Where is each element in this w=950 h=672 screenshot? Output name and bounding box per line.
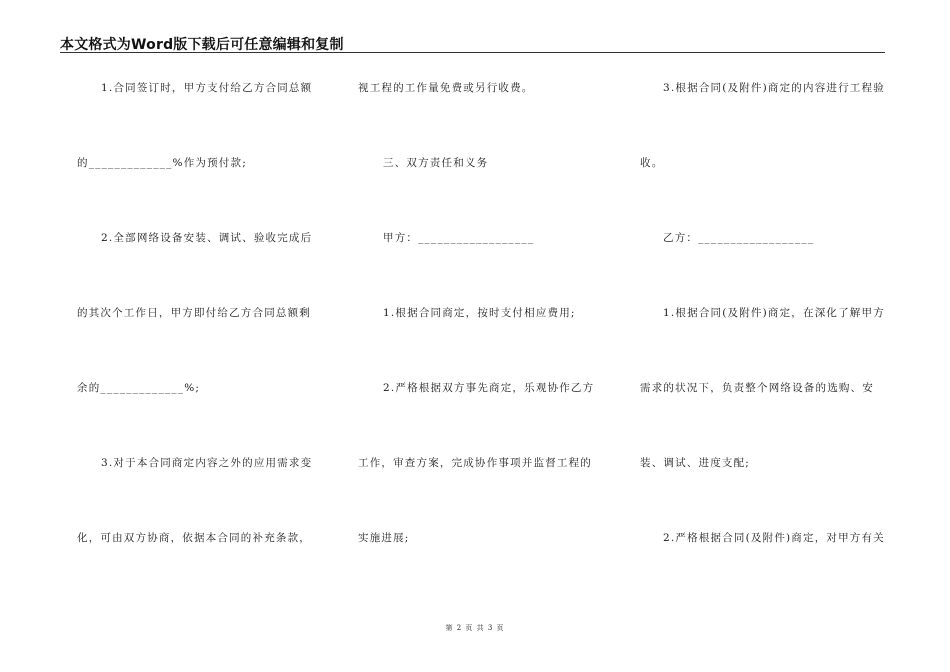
header-divider — [60, 52, 885, 53]
party-a-label: 甲方：__________________ — [383, 232, 535, 244]
paragraph-line: 工作，审查方案，完成协作事项并监督工程的 — [358, 457, 592, 469]
paragraph-line: 需求的状况下，负责整个网络设备的选购、安 — [640, 382, 874, 394]
paragraph-line: 收。 — [640, 157, 664, 169]
paragraph-line: 1.根据合同商定，按时支付相应费用; — [383, 307, 576, 319]
paragraph-line: 余的_____________%; — [77, 382, 201, 394]
paragraph-line: 2.严格根据双方事先商定，乐观协作乙方 — [383, 382, 595, 394]
page-number: 第 2 页 共 3 页 — [445, 624, 505, 632]
section-heading: 三、双方责任和义务 — [383, 157, 489, 169]
paragraph-line: 的_____________%作为预付款; — [77, 157, 247, 169]
paragraph-line: 1.根据合同(及附件)商定，在深化了解甲方 — [663, 307, 885, 319]
paragraph-line: 2.严格根据合同(及附件)商定，对甲方有关 — [663, 532, 885, 544]
paragraph-line: 装、调试、进度支配; — [640, 457, 751, 469]
paragraph-line: 3.根据合同(及附件)商定的内容进行工程验 — [663, 82, 885, 94]
paragraph-line: 2.全部网络设备安装、调试、验收完成后 — [101, 232, 313, 244]
paragraph-line: 实施进展; — [358, 532, 410, 544]
paragraph-line: 视工程的工作量免费或另行收费。 — [358, 82, 534, 94]
paragraph-line: 1.合同签订时，甲方支付给乙方合同总额 — [101, 82, 313, 94]
party-b-label: 乙方：__________________ — [663, 232, 815, 244]
paragraph-line: 化，可由双方协商，依据本合同的补充条款， — [77, 532, 311, 544]
paragraph-line: 3.对于本合同商定内容之外的应用需求变 — [101, 457, 313, 469]
document-title: 本文格式为Word版下载后可任意编辑和复制 — [60, 37, 344, 53]
paragraph-line: 的其次个工作日，甲方即付给乙方合同总额剩 — [77, 307, 311, 319]
